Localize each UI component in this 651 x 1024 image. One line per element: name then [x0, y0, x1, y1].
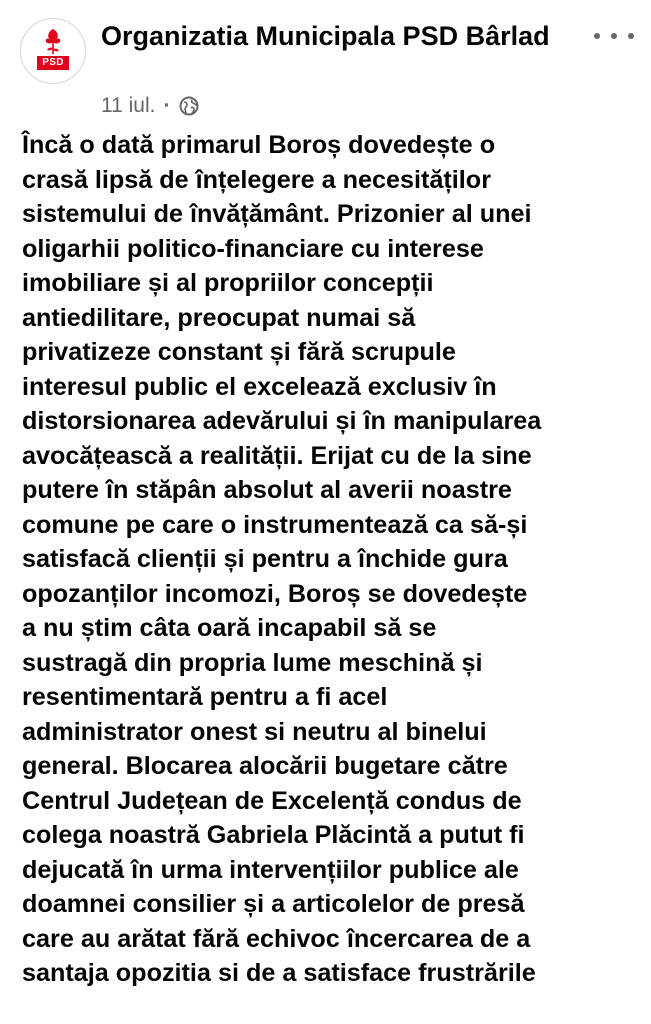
post-text-line: santaja opozitia si de a satisface frustrările [22, 959, 536, 987]
post-text-line: comune pe care o instrumentează ca să-și [22, 510, 528, 539]
post-header [0, 0, 651, 122]
post-text-line: dejucată în urma intervențiilor publice ale [22, 855, 519, 884]
post-text-line: oligarhii politico-financiare cu interese [22, 234, 484, 263]
post-text-line: crasă lipsă de înțelegere a necesităților [22, 165, 491, 194]
post-text-line: putere în stăpân absolut al averii noastre [22, 476, 512, 504]
post-text-line: opozanților incomozi, Boroș se dovedește [22, 579, 528, 608]
post-text-line: Încă o dată primarul Boroș dovedește o [22, 131, 496, 159]
post-text-line: colega noastră Gabriela Plăcintă a putut fi [22, 821, 525, 849]
more-horizontal-icon [594, 33, 600, 39]
rose-logo-icon [21, 19, 85, 83]
page-avatar[interactable] [20, 18, 86, 84]
post-text-line: satisfacă clienții și pentru a închide gura [22, 545, 508, 573]
post-text-line: Centrul Județean de Excelență condus de [22, 786, 522, 815]
post-text-line: interesul public el excelează exclusiv în [22, 372, 497, 401]
post-text-line: general. Blocarea alocării bugetare către [22, 752, 508, 780]
post-text-line: privatizeze constant și fără scrupule [22, 338, 456, 366]
post-text-line: administrator onest si neutru al binelui [22, 717, 487, 746]
globe-icon[interactable] [178, 95, 200, 117]
post-text-line: distorsionarea adevărului și în manipularea [22, 407, 542, 435]
post-text-line: doamnei consilier și a articolelor de presă [22, 890, 525, 918]
post-date-link[interactable]: 11 iul. [101, 94, 156, 117]
meta-separator: · [163, 94, 171, 117]
post-text-line: sistemului de învățământ. Prizonier al unei [22, 200, 532, 228]
page-name-link[interactable]: Organizatia Municipala PSD Bârlad [101, 21, 550, 51]
more-dot [628, 33, 634, 39]
post-text-line: sustragă din propria lume meschină și [22, 648, 483, 677]
avatar-label: PSD [37, 56, 69, 70]
post-meta [101, 93, 200, 119]
post-text-line: avocățească a realității. Erijat cu de la sine [22, 441, 532, 470]
more-options-button[interactable] [594, 22, 634, 50]
post-text-line: imobiliare și al propriilor concepții [22, 269, 434, 297]
post-text-line: care au arătat fără echivoc încercarea de a [22, 924, 531, 953]
post-body-text [22, 128, 647, 991]
post-text-line: antiedilitare, preocupat numai să [22, 303, 416, 332]
post-text-line: resentimentară pentru a fi acel [22, 683, 388, 711]
more-dot [611, 33, 617, 39]
post-text-line: a nu știm câta oară incapabil să se [22, 614, 437, 642]
